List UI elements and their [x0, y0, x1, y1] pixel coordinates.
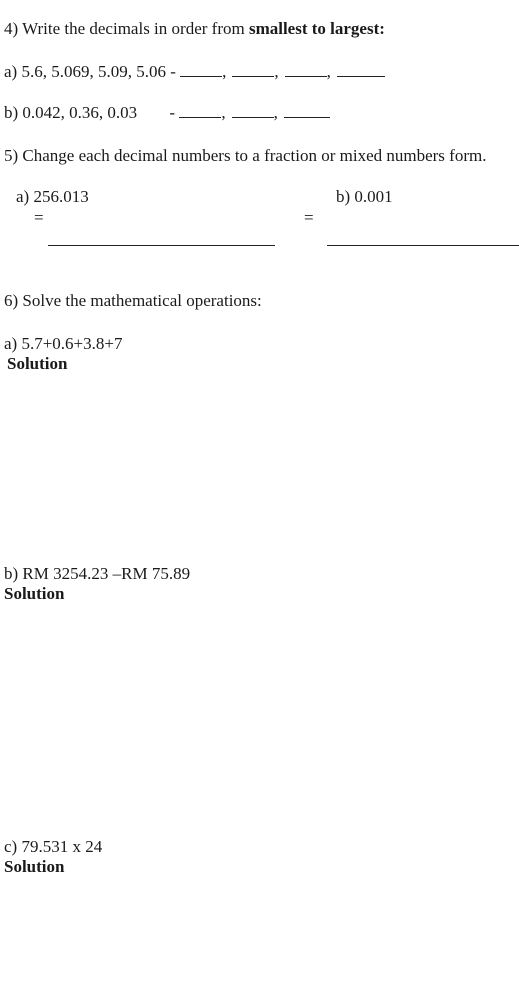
q5a-label: a) 256.013 — [16, 187, 89, 206]
q4b-answer-blank-2[interactable] — [232, 116, 274, 118]
q5b-answer-line[interactable] — [327, 245, 519, 246]
q6c-solution-label: Solution — [4, 857, 65, 876]
q5-heading: 5) Change each decimal numbers to a fraction or mixed numbers form. — [4, 146, 487, 165]
q4a-answer-blank-1[interactable] — [180, 75, 222, 77]
q6a-solution-label: Solution — [7, 354, 68, 373]
q4b-label: b) 0.042, 0.36, 0.03 — [4, 103, 138, 122]
q6-heading: 6) Solve the mathematical operations: — [4, 291, 262, 310]
q4b-row: b) 0.042, 0.36, 0.03 - , , — [4, 104, 330, 121]
q4-heading — [4, 20, 385, 37]
q4b-answer-blank-1[interactable] — [179, 116, 221, 118]
q4a-answer-blank-4[interactable] — [337, 75, 385, 77]
q4a-answer-blank-2[interactable] — [232, 75, 274, 77]
q6b-solution-label: Solution — [4, 584, 65, 603]
q4-heading-bold: smallest to largest: — [248, 19, 385, 38]
q5a-equals: = — [34, 208, 44, 227]
q4b-dash: - — [169, 103, 176, 122]
q4a-row: a) 5.6, 5.069, 5.09, 5.06 - , , , — [4, 63, 385, 80]
q4a-answer-blank-3[interactable] — [285, 75, 327, 77]
q6c-label: c) 79.531 x 24 — [4, 837, 103, 856]
q4a-label: a) 5.6, 5.069, 5.09, 5.06 - — [4, 62, 176, 81]
q6a-label: a) 5.7+0.6+3.8+7 — [4, 334, 123, 353]
q5a-answer-line[interactable] — [48, 245, 275, 246]
q4-heading-text: 4) Write the decimals in order from — [4, 19, 249, 38]
q4b-answer-blank-3[interactable] — [284, 116, 330, 118]
q6b-label: b) RM 3254.23 –RM 75.89 — [4, 564, 191, 583]
q5b-equals: = — [304, 208, 314, 227]
q5b-label: b) 0.001 — [336, 187, 393, 206]
